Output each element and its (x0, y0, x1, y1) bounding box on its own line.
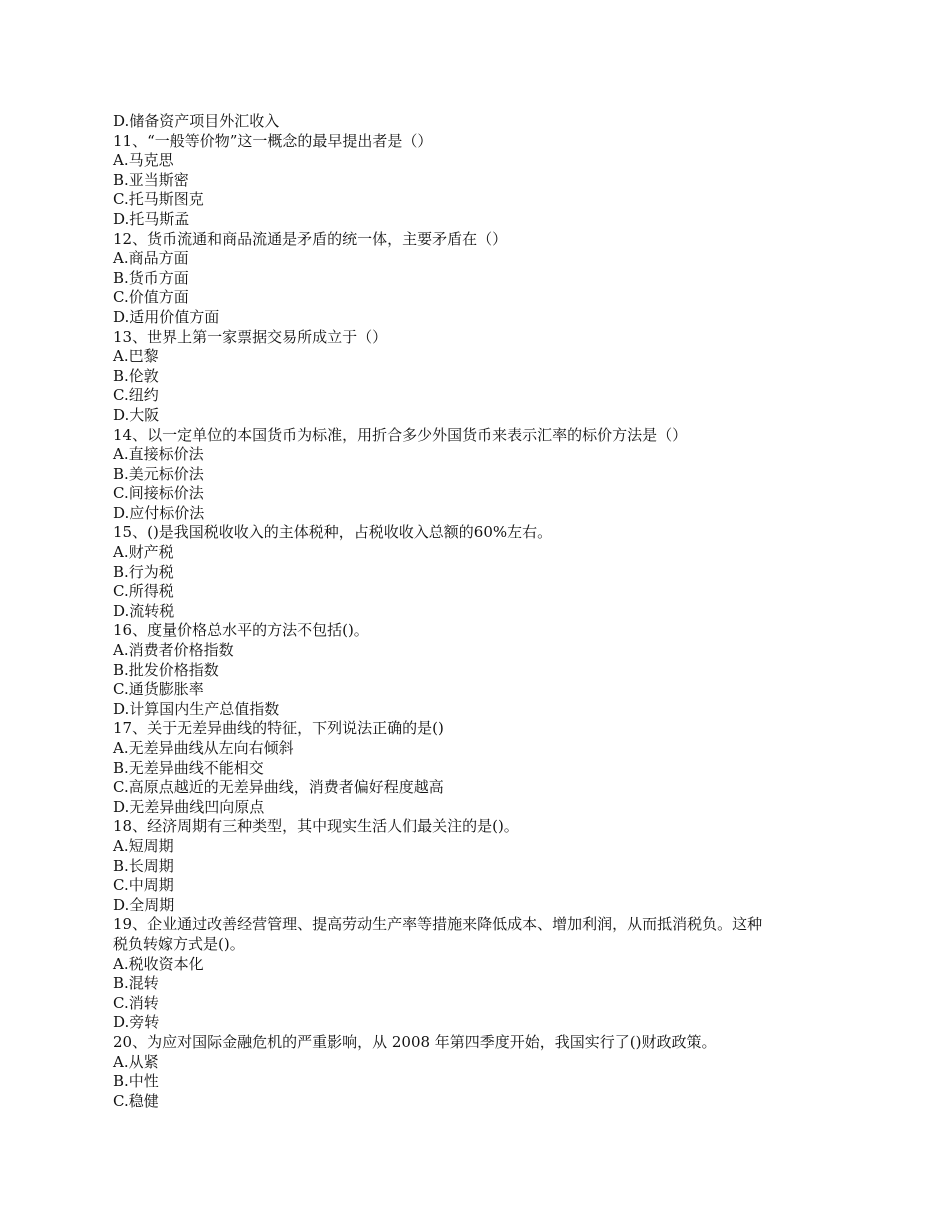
question-19: 19、企业通过改善经营管理、提高劳动生产率等措施来降低成本、增加利润，从而抵消税负。这种税负转嫁方式是()。 (113, 915, 763, 953)
option-a: A.商品方面 (113, 249, 189, 268)
option-c: C.纽约 (113, 386, 159, 405)
option-d: D.应付标价法 (113, 503, 205, 522)
option-c: C.托马斯图克 (113, 190, 204, 209)
option-d: D.计算国内生产总值指数 (113, 699, 280, 718)
option-a: A.税收资本化 (113, 954, 204, 973)
option-a: A.无差异曲线从左向右倾斜 (113, 739, 294, 757)
option-b: B.行为税 (113, 562, 174, 581)
option-b: B.批发价格指数 (113, 660, 219, 679)
option-d: D.流转税 (113, 601, 175, 620)
option-c: C.消转 (113, 993, 159, 1012)
option-b: B.伦敦 (113, 366, 159, 385)
option-b: B.货币方面 (113, 268, 189, 287)
option-b: B.长周期 (113, 856, 174, 875)
option-c: C.价值方面 (113, 288, 189, 307)
option-c: C.稳健 (113, 1091, 159, 1110)
option-a: A.财产税 (113, 543, 174, 562)
option-a: A.消费者价格指数 (113, 641, 234, 660)
option-a: A.马克思 (113, 151, 174, 170)
question-18: 18、经济周期有三种类型，其中现实生活人们最关注的是()。 (113, 817, 519, 836)
question-20: 20、为应对国际金融危机的严重影响，从 2008 年第四季度开始，我国实行了()财政政策。 (113, 1032, 717, 1051)
option-c: C.通货膨胀率 (113, 680, 204, 699)
question-11: 11、“一般等价物”这一概念的最早提出者是（） (113, 131, 433, 150)
option-d: D.适用价值方面 (113, 307, 220, 326)
option-b: B.无差异曲线不能相交 (113, 758, 264, 777)
option-d: D.旁转 (113, 1013, 160, 1032)
option-a: A.直接标价法 (113, 445, 204, 464)
option-b: B.中性 (113, 1072, 159, 1091)
option-b: B.亚当斯密 (113, 170, 189, 189)
option-b: B.混转 (113, 974, 159, 993)
option-c: C.间接标价法 (113, 484, 204, 503)
option-a: A.巴黎 (113, 347, 159, 366)
exam-question-text (113, 112, 813, 1111)
question-12: 12、货币流通和商品流通是矛盾的统一体，主要矛盾在（） (113, 229, 508, 248)
option-d: D.无差异曲线凹向原点 (113, 797, 265, 816)
question-13: 13、世界上第一家票据交易所成立于（） (113, 327, 388, 346)
question-15: 15、()是我国税收收入的主体税种，占税收收入总额的60%左右。 (113, 523, 553, 542)
option-a: A.短周期 (113, 836, 174, 855)
option-d: D.大阪 (113, 405, 160, 424)
option-d: D.储备资产项目外汇收入 (113, 112, 280, 130)
question-17: 17、关于无差异曲线的特征，下列说法正确的是() (113, 719, 444, 738)
option-c: C.所得税 (113, 582, 174, 601)
question-16: 16、度量价格总水平的方法不包括()。 (113, 621, 369, 640)
option-c: C.高原点越近的无差异曲线，消费者偏好程度越高 (113, 778, 444, 797)
question-14: 14、以一定单位的本国货币为标准，用折合多少外国货币来表示汇率的标价方法是（） (113, 425, 688, 444)
option-c: C.中周期 (113, 876, 174, 895)
option-d: D.全周期 (113, 895, 175, 914)
option-b: B.美元标价法 (113, 464, 204, 483)
option-d: D.托马斯孟 (113, 209, 190, 228)
option-a: A.从紧 (113, 1052, 159, 1071)
